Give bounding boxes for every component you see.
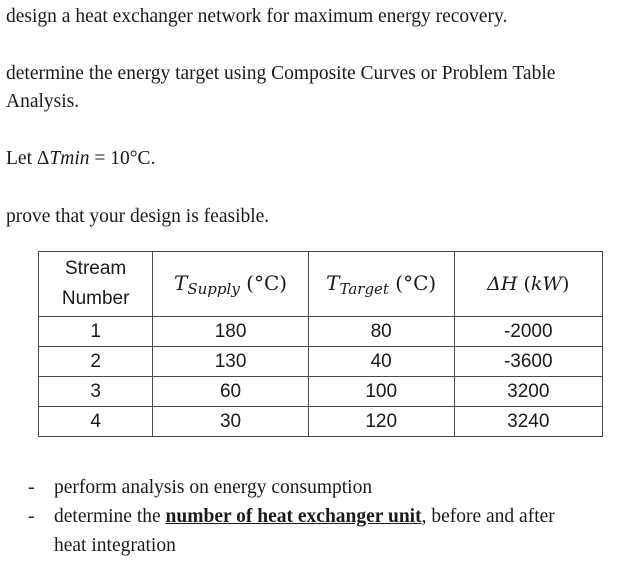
- cell-stream-number: 2: [39, 347, 153, 377]
- intro-line: design a heat exchanger network for maximum energy recovery.: [6, 6, 508, 27]
- header-stream-line1: Stream: [65, 258, 127, 279]
- header-target-symbol: T: [326, 270, 340, 295]
- cell-stream-number: 4: [39, 407, 153, 437]
- table-row: [39, 377, 603, 407]
- header-dh-unit: kW: [530, 272, 562, 295]
- cell-stream-number: 3: [39, 377, 153, 407]
- bullet-text: [54, 503, 555, 531]
- cell-t-supply: 30: [153, 407, 309, 437]
- task-energy-target: determine the energy target using Composite Curves or Problem Table: [6, 63, 556, 84]
- header-supply-subscript: Supply: [187, 279, 240, 298]
- cell-t-supply: 130: [153, 347, 309, 377]
- table-row: [39, 347, 603, 377]
- stream-data-table: [38, 251, 603, 437]
- bullet-dash: -: [28, 477, 35, 498]
- bullet-dash: -: [28, 506, 35, 527]
- cell-t-supply: 60: [153, 377, 309, 407]
- table-row: [39, 407, 603, 437]
- header-target-unit: (°C): [388, 270, 437, 295]
- header-stream-number: [39, 252, 153, 317]
- delta-tmin-prefix: Let Δ: [6, 148, 50, 169]
- table-row: [39, 317, 603, 347]
- cell-t-target: 120: [308, 407, 454, 437]
- cell-t-target: 100: [308, 377, 454, 407]
- delta-tmin-variable: Tmin: [49, 148, 90, 169]
- cell-delta-h: -3600: [454, 347, 602, 377]
- table-header-row: [39, 252, 603, 317]
- cell-t-supply: 180: [153, 317, 309, 347]
- cell-delta-h: 3240: [454, 407, 602, 437]
- task-energy-target-cont: Analysis.: [6, 91, 80, 112]
- delta-tmin-value: = 10°C.: [89, 148, 156, 169]
- header-target-subscript: Target: [339, 279, 389, 298]
- header-delta-h: ΔH (kW): [454, 252, 602, 317]
- emphasized-phrase: number of heat exchanger unit: [165, 506, 422, 527]
- bullet-text-suffix: , before and after: [421, 506, 555, 527]
- header-dh-symbol: ΔH: [487, 272, 518, 295]
- cell-delta-h: 3200: [454, 377, 602, 407]
- cell-delta-h: -2000: [454, 317, 602, 347]
- header-stream-line2: Number: [61, 288, 130, 309]
- bullet-text-continuation: heat integration: [54, 535, 176, 556]
- header-supply-unit: (°C): [239, 270, 288, 295]
- header-t-supply: [153, 252, 309, 317]
- cell-stream-number: 1: [39, 317, 153, 347]
- delta-tmin-statement: [6, 145, 155, 173]
- header-t-target: [308, 252, 454, 317]
- cell-t-target: 40: [308, 347, 454, 377]
- bullet-text: perform analysis on energy consumption: [54, 477, 373, 498]
- header-supply-symbol: T: [174, 270, 188, 295]
- bullet-text-prefix: determine the: [54, 506, 166, 527]
- task-prove-feasible: prove that your design is feasible.: [6, 206, 270, 227]
- cell-t-target: 80: [308, 317, 454, 347]
